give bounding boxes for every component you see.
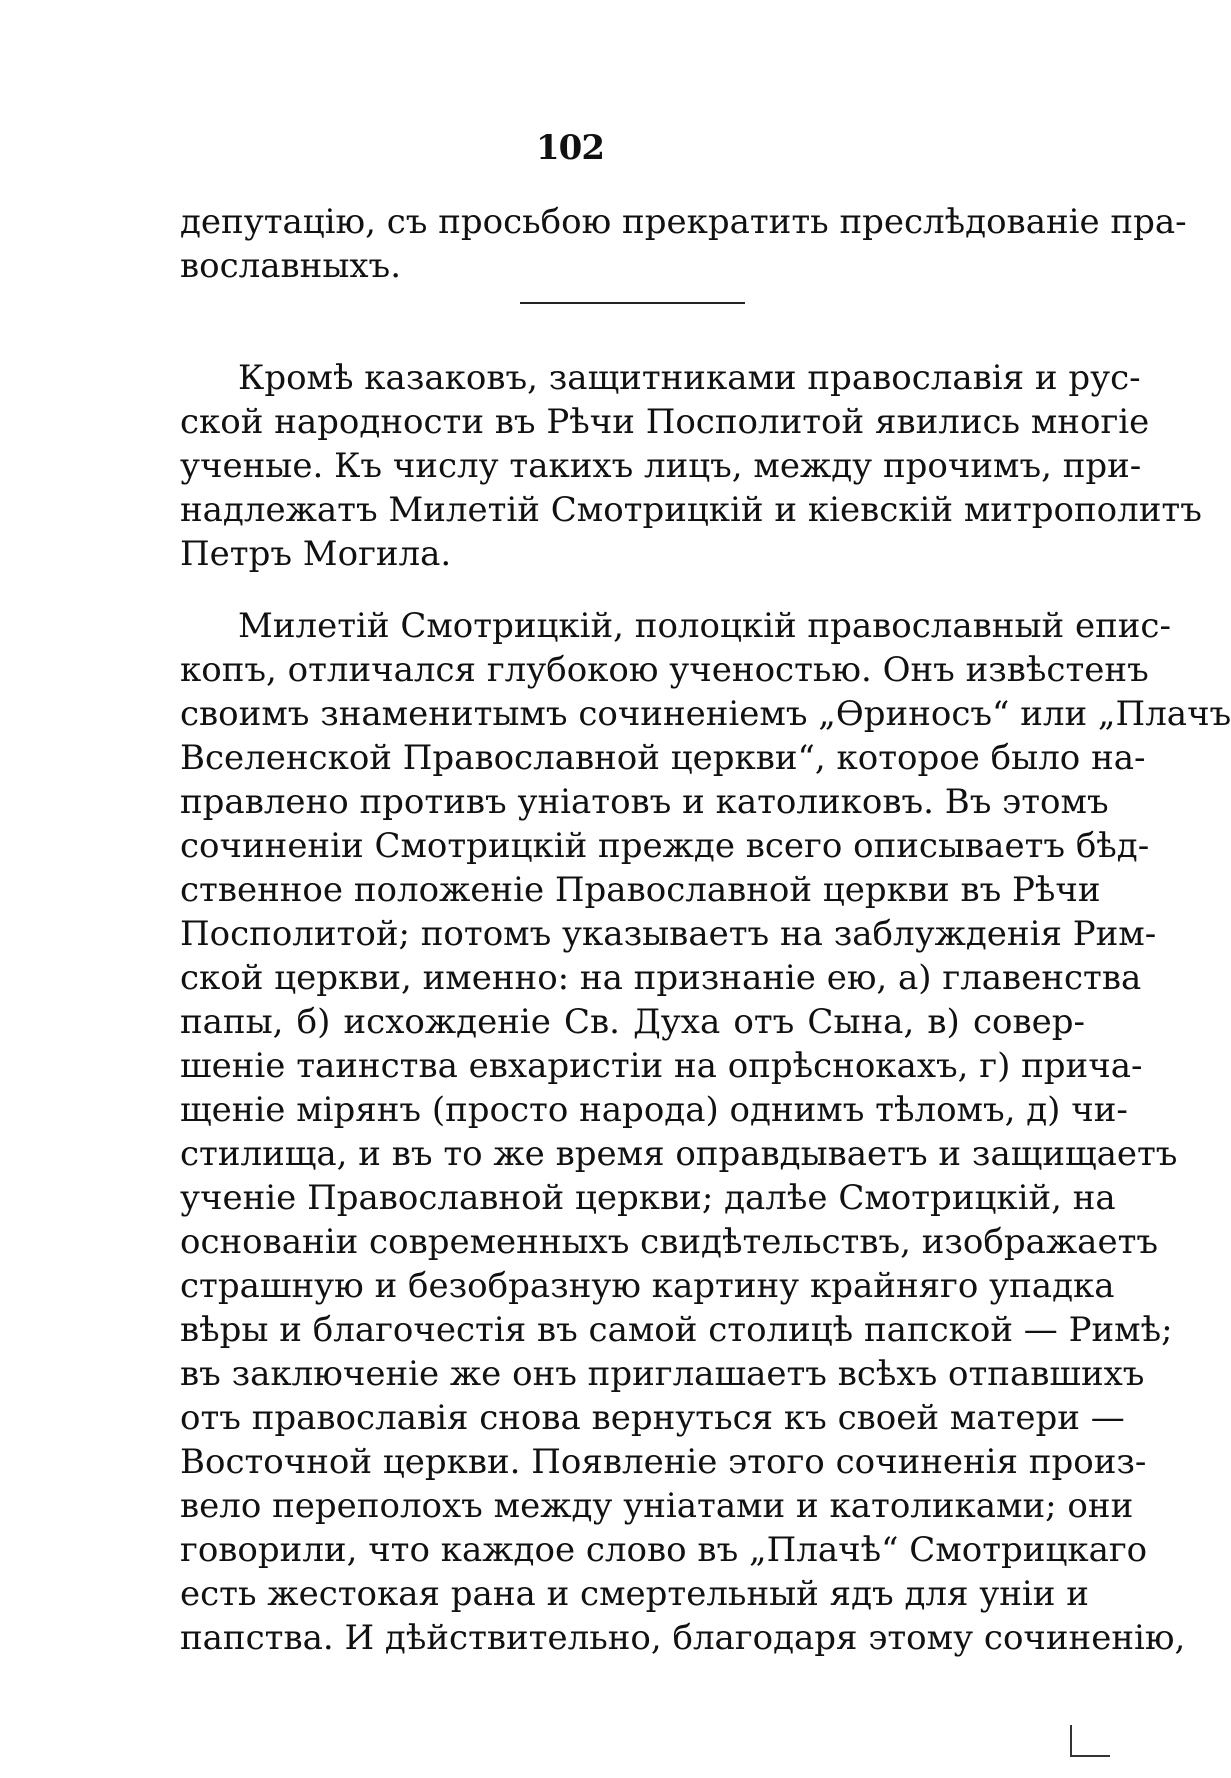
text-line: ученые. Къ числу такихъ лицъ, между прочимъ, при- xyxy=(180,446,1142,486)
text-line: сочиненіи Смотрицкій прежде всего описываетъ бѣд- xyxy=(180,826,1150,866)
corner-mark xyxy=(1070,1725,1110,1757)
text-line: Кромѣ казаковъ, защитниками православія и рус- xyxy=(238,358,1141,398)
text-line: стилища, и въ то же время оправдываетъ и защищаетъ xyxy=(180,1134,1178,1174)
text-line: папы, б) исхожденіе Св. Духа отъ Сына, в) совер- xyxy=(180,1002,1085,1042)
text-line: Восточной церкви. Появленіе этого сочиненія произ- xyxy=(180,1442,1147,1482)
text-line: въ заключеніе же онъ приглашаетъ всѣхъ отпавшихъ xyxy=(180,1354,1145,1394)
section-divider xyxy=(520,302,745,304)
text-line: есть жестокая рана и смертельный ядъ для уніи и xyxy=(180,1574,1089,1614)
page-number: 102 xyxy=(536,128,604,168)
text-line: своимъ знаменитымъ сочиненіемъ „Өриносъ“ или „Плачъ xyxy=(180,694,1231,734)
text-line: щеніе мірянъ (просто народа) однимъ тѣломъ, д) чи- xyxy=(180,1090,1128,1130)
text-line: копъ, отличался глубокою ученостью. Онъ извѣстенъ xyxy=(180,650,1149,690)
text-line: депутацію, съ просьбою прекратить преслѣдованіе пра- xyxy=(180,202,1187,242)
text-line: шеніе таинства евхаристіи на опрѣснокахъ, г) прича- xyxy=(180,1046,1143,1086)
paragraph xyxy=(180,356,1202,576)
text-line: ственное положеніе Православной церкви въ Рѣчи xyxy=(180,870,1101,910)
paragraph xyxy=(180,604,1231,1660)
paragraph-continued xyxy=(180,200,1187,288)
text-line: Петръ Могила. xyxy=(180,534,452,574)
text-line: Посполитой; потомъ указываетъ на заблужденія Рим- xyxy=(180,914,1157,954)
text-line: вославныхъ. xyxy=(180,246,401,286)
text-line: вѣры и благочестія въ самой столицѣ папской — Римѣ; xyxy=(180,1310,1173,1350)
text-line: надлежатъ Милетій Смотрицкій и кіевскій митрополитъ xyxy=(180,490,1202,530)
text-line: вело переполохъ между уніатами и католиками; они xyxy=(180,1486,1134,1526)
text-line: ской народности въ Рѣчи Посполитой явились многіе xyxy=(180,402,1150,442)
text-line: отъ православія снова вернуться къ своей матери — xyxy=(180,1398,1125,1438)
text-line: основаніи современныхъ свидѣтельствъ, изображаетъ xyxy=(180,1222,1159,1262)
text-line: папства. И дѣйствительно, благодаря этому сочиненію, xyxy=(180,1618,1186,1658)
text-line: Милетій Смотрицкій, полоцкій православный епис- xyxy=(238,606,1171,646)
text-line: ской церкви, именно: на признаніе ею, а) главенства xyxy=(180,958,1142,998)
text-line: страшную и безобразную картину крайняго упадка xyxy=(180,1266,1115,1306)
text-line: правлено противъ уніатовъ и католиковъ. Въ этомъ xyxy=(180,782,1109,822)
text-line: говорили, что каждое слово въ „Плачѣ“ Смотрицкаго xyxy=(180,1530,1148,1570)
text-line: ученіе Православной церкви; далѣе Смотрицкій, на xyxy=(180,1178,1116,1218)
text-line: Вселенской Православной церкви“, которое было на- xyxy=(180,738,1146,778)
